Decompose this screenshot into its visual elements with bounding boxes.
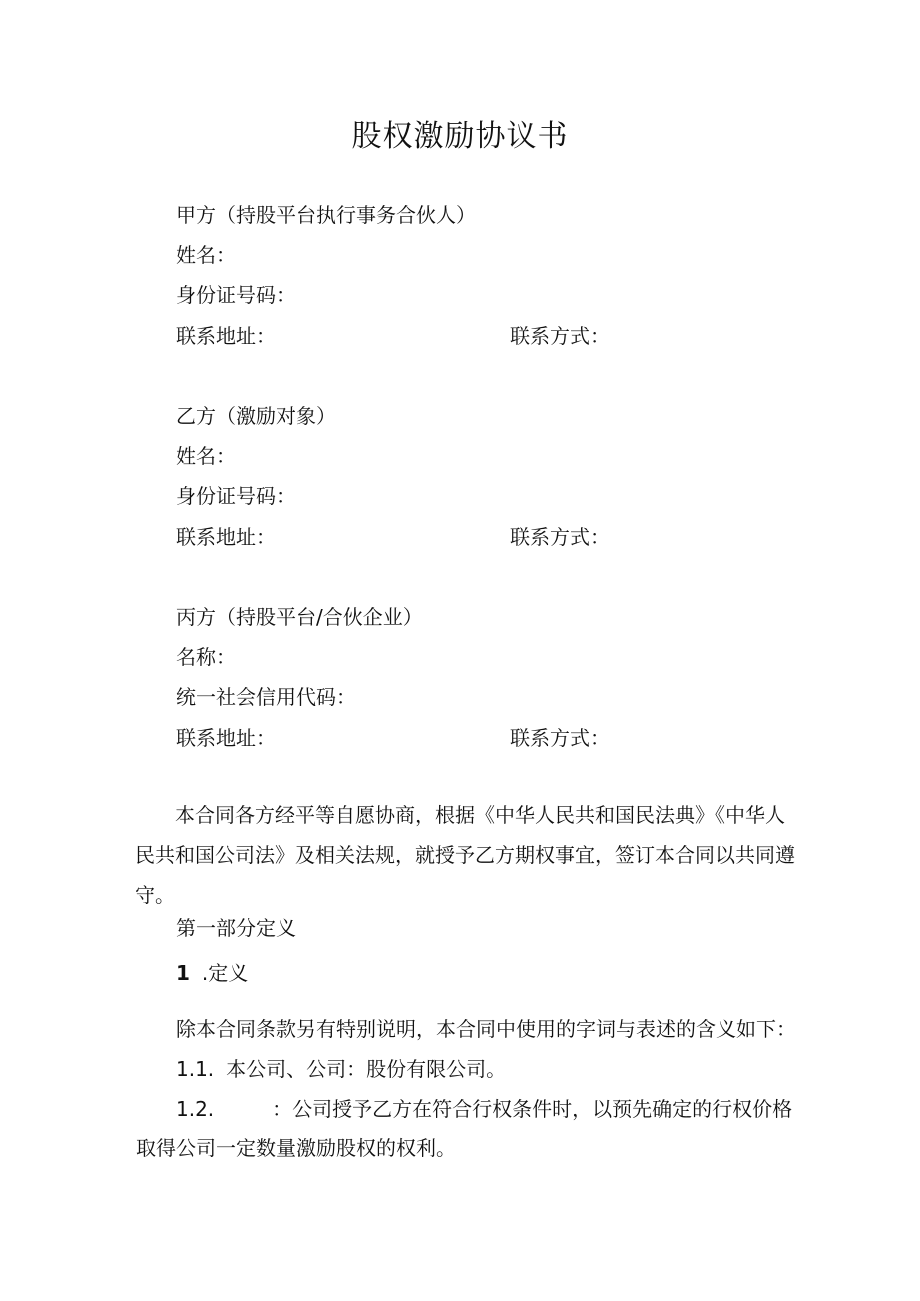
party-b-id-label: 身份证号码： <box>176 484 296 508</box>
party-b-heading: 乙方（激励对象） <box>176 404 336 428</box>
definition-1-1-number: 1.1. <box>176 1057 215 1081</box>
party-a-contact-label: 联系方式： <box>510 324 610 348</box>
preamble-paragraph: 本合同各方经平等自愿协商，根据《中华人民共和国民法典》《中华人民共和国公司法》及相关法规，就授予乙方期权事宜，签订本合同以共同遵守。 <box>135 803 795 907</box>
party-a-address-label: 联系地址： <box>176 324 276 348</box>
part-one-heading: 第一部分定义 <box>176 916 296 940</box>
definitions-intro: 除本合同条款另有特别说明，本合同中使用的字词与表述的含义如下： <box>176 1017 796 1041</box>
section-1-number: 1 <box>176 961 190 985</box>
definition-1-2 <box>176 1097 792 1121</box>
party-c-name-label: 名称： <box>176 645 236 669</box>
definition-1-2-number: 1.2. <box>176 1097 215 1121</box>
party-b-name-label: 姓名： <box>176 444 236 468</box>
party-b-contact-label: 联系方式： <box>510 525 610 549</box>
definition-1-1-text: 本公司、公司：股份有限公司。 <box>226 1057 507 1081</box>
party-c-address-label: 联系地址： <box>176 726 276 750</box>
definition-1-2-text-line2: 取得公司一定数量激励股权的权利。 <box>136 1136 456 1160</box>
section-1-heading <box>176 961 248 985</box>
party-c-code-label: 统一社会信用代码： <box>176 685 356 709</box>
definition-1-2-text-line1: ：公司授予乙方在符合行权条件时，以预先确定的行权价格 <box>272 1097 793 1121</box>
party-a-name-label: 姓名： <box>176 243 236 267</box>
document-title: 股权激励协议书 <box>351 119 569 154</box>
party-a-id-label: 身份证号码： <box>176 283 296 307</box>
party-a-heading: 甲方（持股平台执行事务合伙人） <box>176 203 476 227</box>
party-b-address-label: 联系地址： <box>176 525 276 549</box>
party-c-contact-label: 联系方式： <box>510 726 610 750</box>
party-c-heading: 丙方（持股平台/合伙企业） <box>176 605 423 629</box>
definition-1-1 <box>176 1057 506 1081</box>
section-1-title: .定义 <box>201 961 249 985</box>
